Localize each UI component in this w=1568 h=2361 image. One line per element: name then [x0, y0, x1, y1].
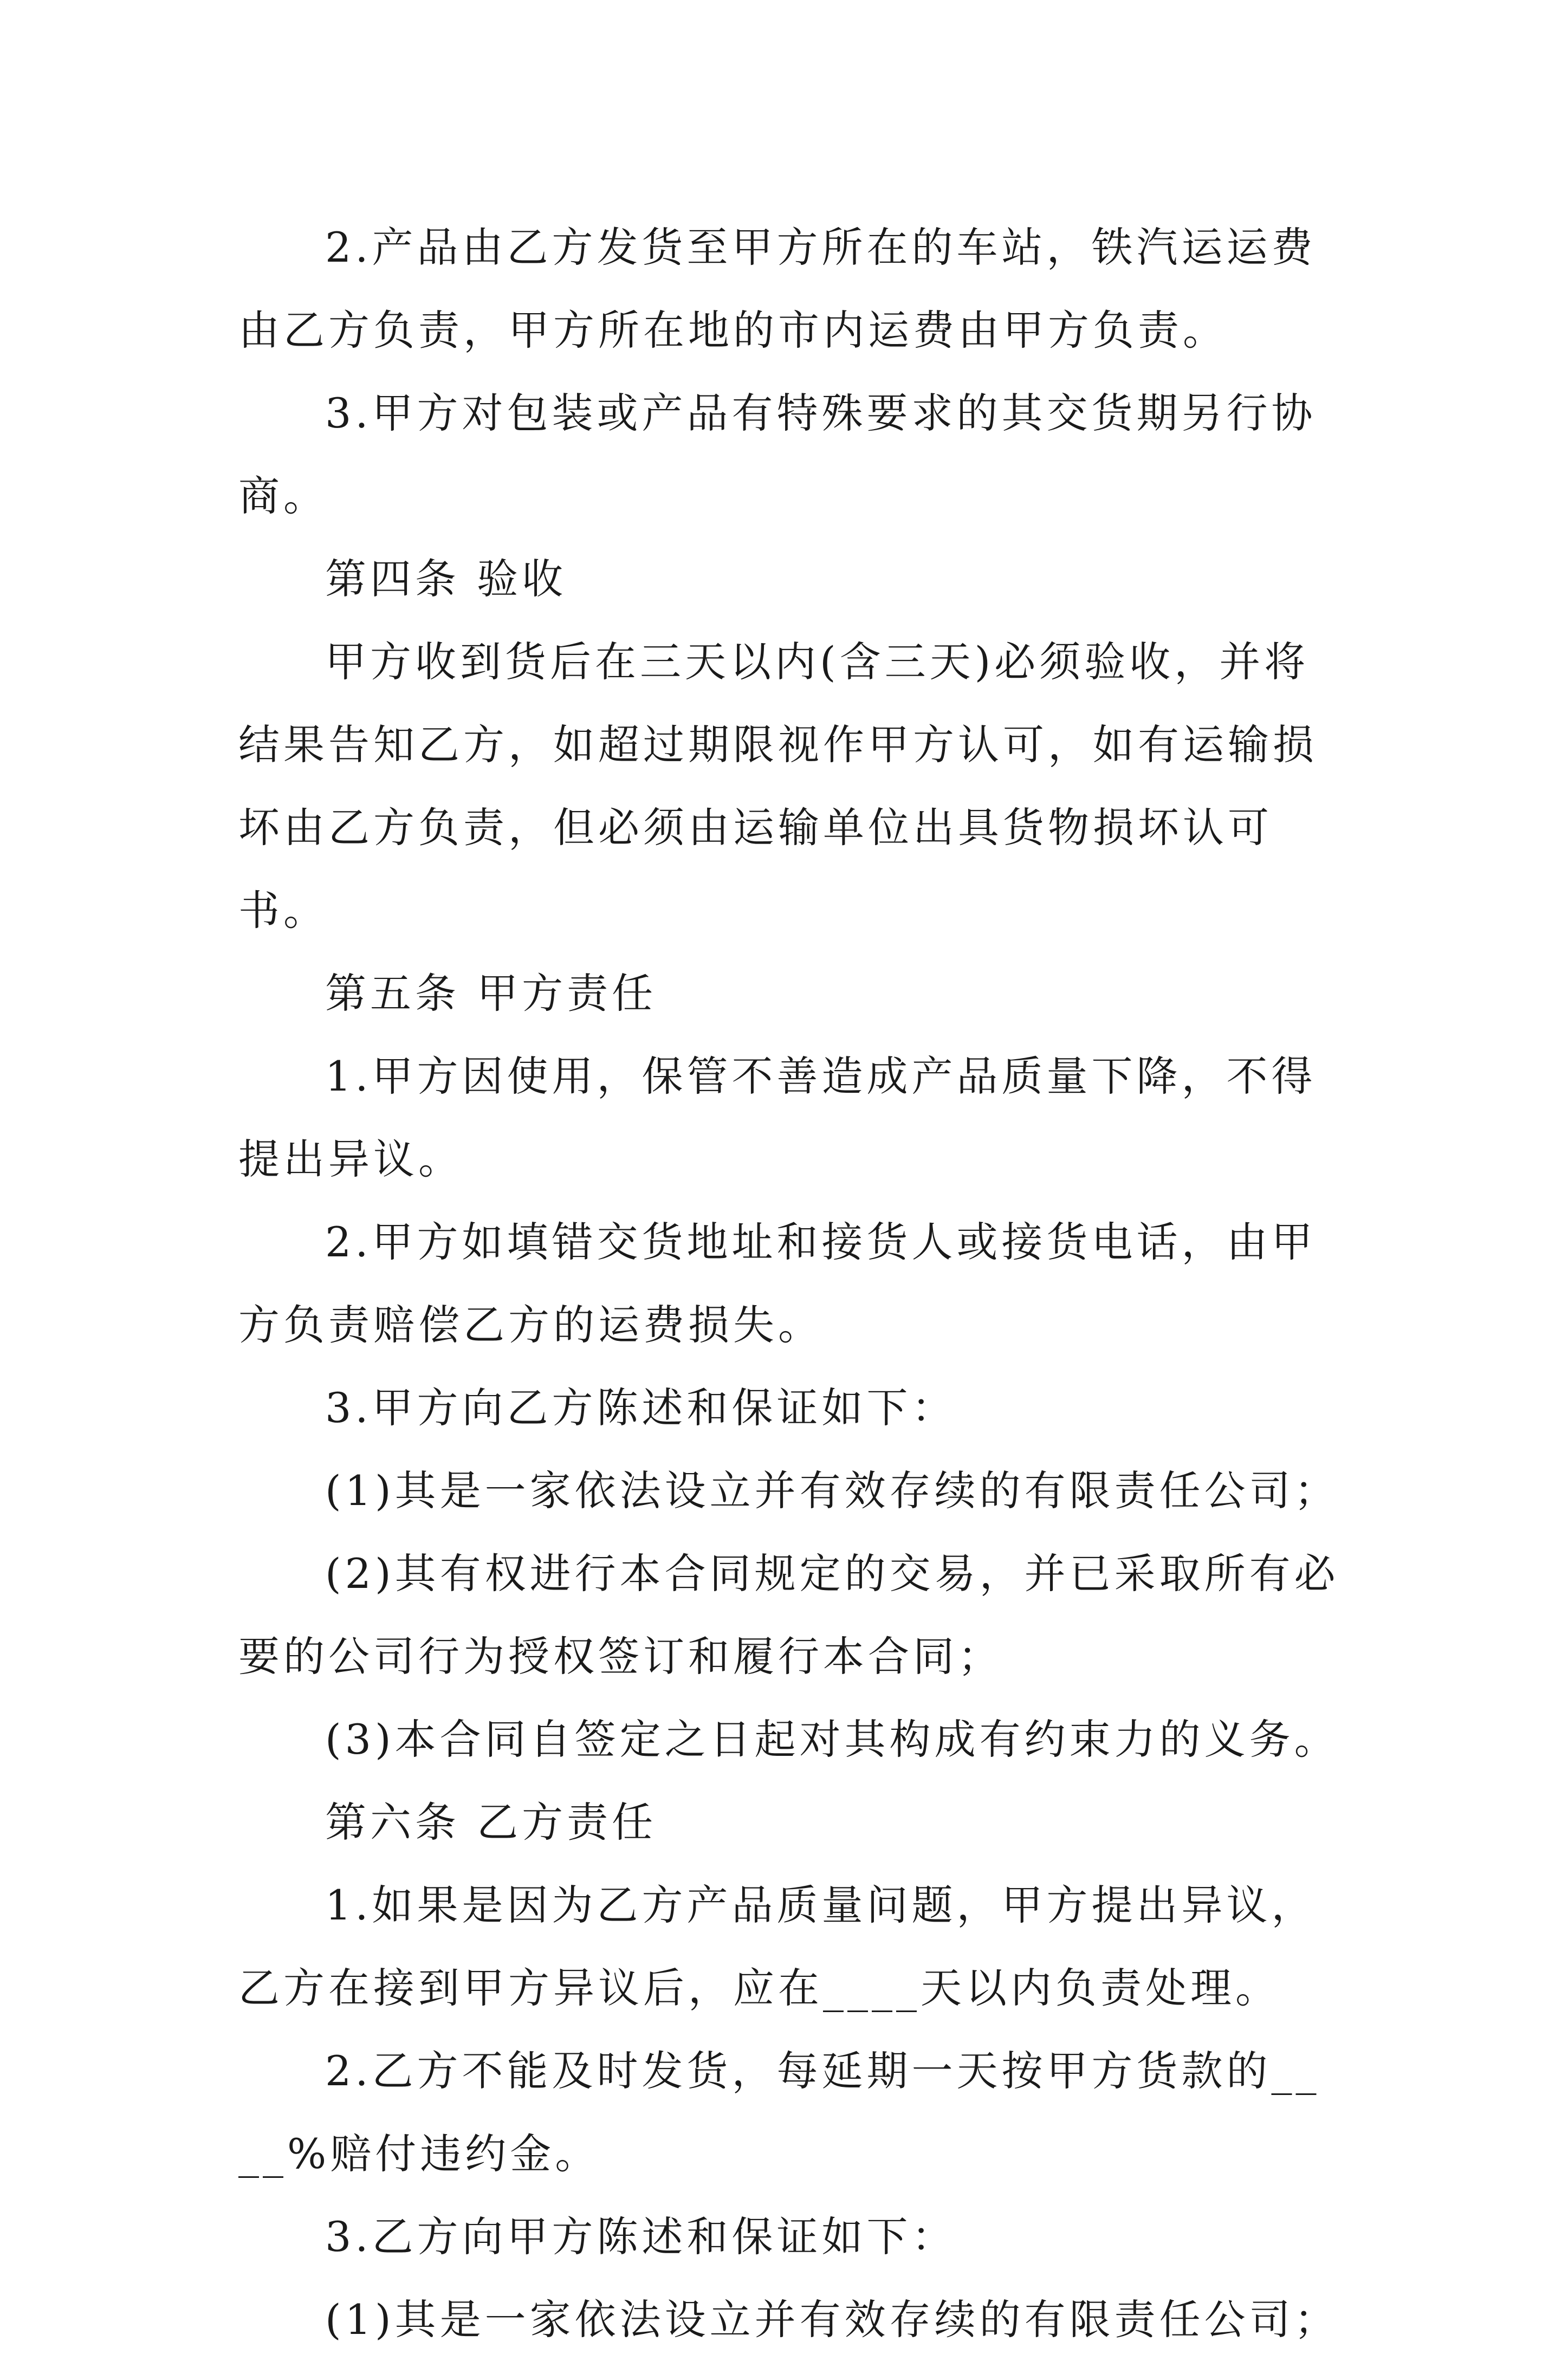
clause-5-3-item-3: (3)本合同自签定之日起对其构成有约束力的义务。 — [325, 1715, 1339, 1763]
clause-6-3-item-1: (1)其是一家依法设立并有效存续的有限责任公司； — [325, 2295, 1339, 2344]
article-4-heading: 第四条 验收 — [325, 555, 567, 603]
clause-5-3: 3.甲方向乙方陈述和保证如下： — [325, 1384, 957, 1432]
article-6-heading: 第六条 乙方责任 — [325, 1798, 657, 1846]
article-4-acceptance-text: 甲方收到货后在三天以内(含三天)必须验收，并将结果告知乙方，如超过期限视作甲方认可，如有运输损坏由乙方负责，但必须由运输单位出具货物损坏认可书。 — [238, 638, 1318, 935]
clause-5-2: 2.甲方如填错交货地址和接货人或接货电话，由甲方负责赔偿乙方的运费损失。 — [238, 1218, 1317, 1349]
clause-5-3-item-2: (2)其有权进行本合同规定的交易，并已采取所有必要的公司行为授权签订和履行本合同； — [238, 1549, 1339, 1681]
clause-5-3-item-1: (1)其是一家依法设立并有效存续的有限责任公司； — [325, 1467, 1339, 1515]
clause-3-3-special-requirements: 3.甲方对包装或产品有特殊要求的其交货期另行协商。 — [238, 389, 1317, 520]
clause-6-3: 3.乙方向甲方陈述和保证如下： — [325, 2213, 957, 2261]
clause-6-2: 2.乙方不能及时发货，每延期一天按甲方货款的____%赔付违约金。 — [238, 2047, 1320, 2178]
contract-body — [238, 206, 1344, 2361]
article-5-heading: 第五条 甲方责任 — [325, 969, 657, 1017]
clause-5-1: 1.甲方因使用，保管不善造成产品质量下降，不得提出异议。 — [238, 1052, 1317, 1183]
clause-6-1: 1.如果是因为乙方产品质量问题，甲方提出异议，乙方在接到甲方异议后，应在____天以内负责处理。 — [238, 1881, 1317, 2012]
clause-3-2-shipping: 2.产品由乙方发货至甲方所在的车站，铁汽运运费由乙方负责，甲方所在地的市内运费由甲方负责。 — [238, 223, 1317, 354]
